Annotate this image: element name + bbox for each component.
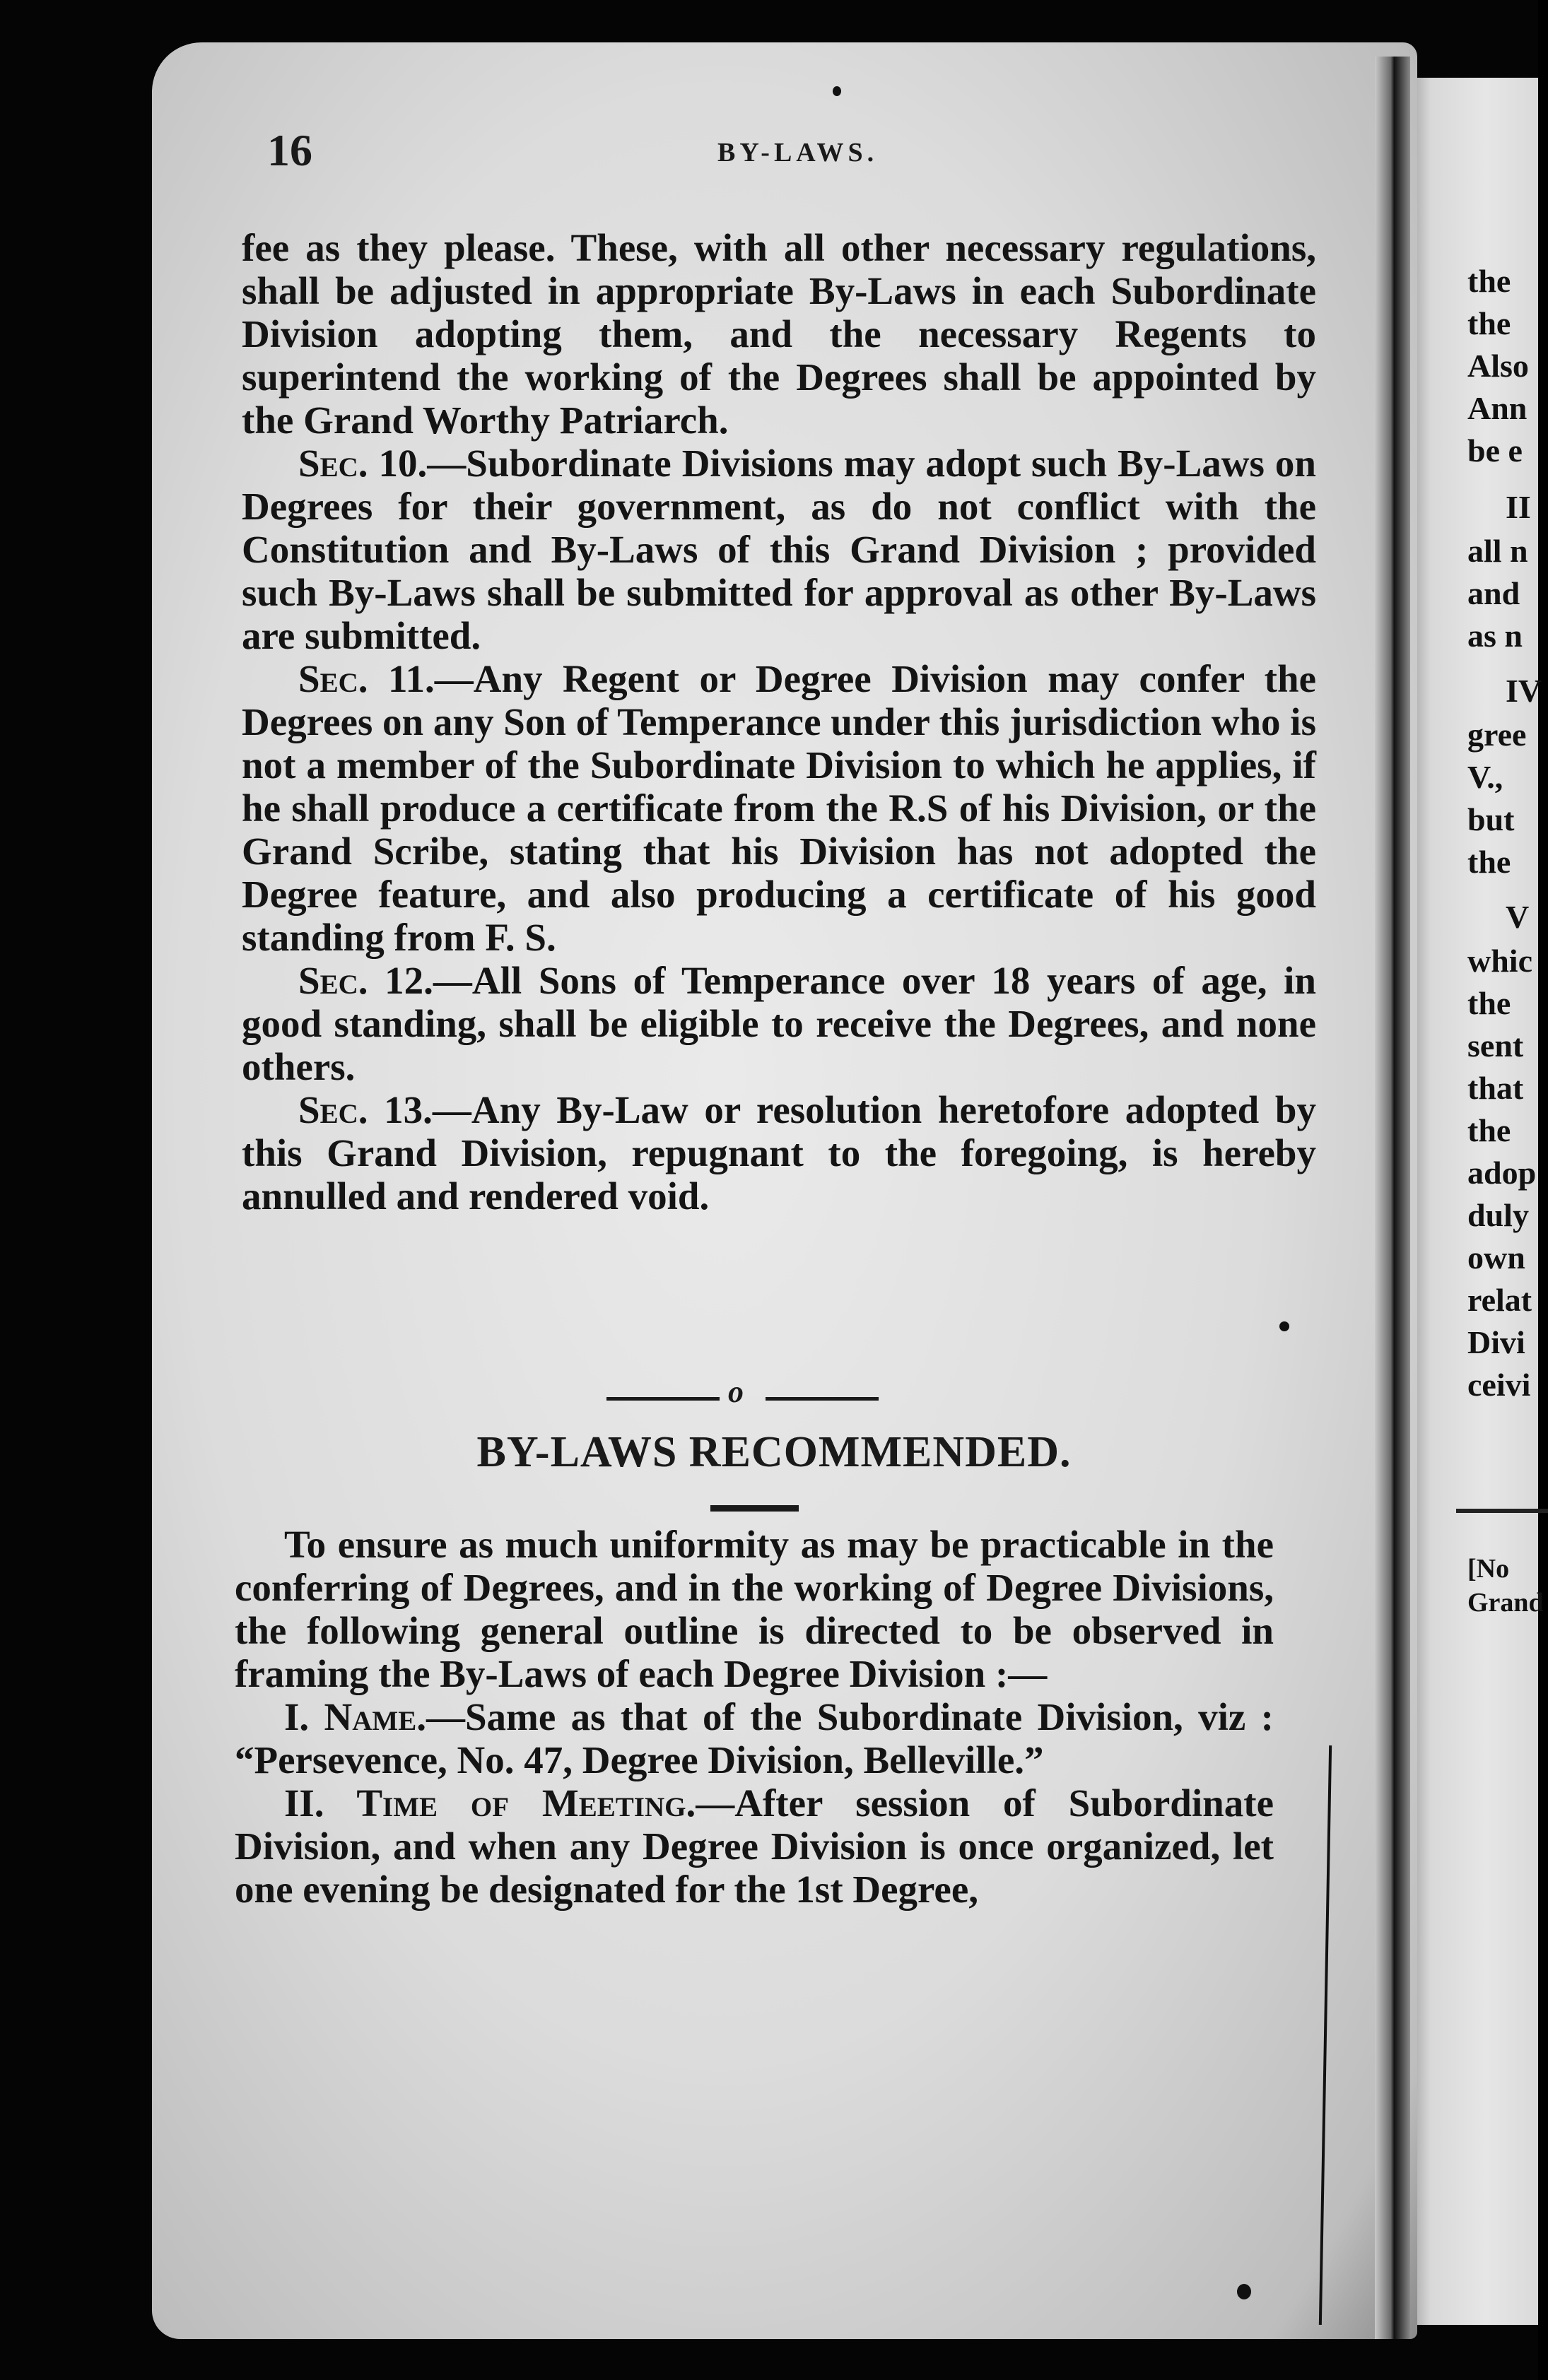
facing-fragment: ceivi: [1467, 1367, 1531, 1403]
paragraph-text: fee as they please. These, with all other necessary regulations, shall be adjusted in appropriate By-Laws in each Subordinate Division adopting them, and the necessary Regents to superintend the working of the Degrees shall be appointed by the Grand Worthy Patriarch.: [242, 226, 1316, 442]
facing-fragment: own: [1467, 1239, 1525, 1276]
facing-fragment: the: [1467, 985, 1511, 1021]
item-paragraph: [235, 1695, 1274, 1781]
facing-fragment: as n: [1467, 618, 1523, 654]
facing-fragment: II: [1506, 489, 1531, 525]
section-text: —Subordinate Divisions may adopt such By-Laws on Degrees for their government, as do not conflict with the Constitution and By-Laws of this Grand Division ; provided such By-Laws shall be submitted for approval as other By-Laws are submitted.: [242, 442, 1316, 657]
facing-fragment: Grand: [1467, 1588, 1544, 1618]
section-text: —Any Regent or Degree Division may confer the Degrees on any Son of Temperance under this jurisdiction who is not a member of the Subordinate Division to which he applies, if he shall produce a certificate from the R.S of his Division, or the Grand Scribe, stating that his Division has not adopted the Degree feature, and also producing a certificate of his good standing from F. S.: [242, 657, 1316, 959]
title-rule: [710, 1505, 799, 1512]
ink-speck: [1237, 2284, 1251, 2299]
facing-fragment: Divi: [1467, 1324, 1525, 1360]
section-label: Sec. 11.: [298, 657, 435, 700]
body-text: [242, 226, 1316, 1218]
facing-fragment: all n: [1467, 533, 1528, 569]
intro-paragraph: To ensure as much uniformity as may be practicable in the conferring of Degrees, and in the working of Degree Divisions, the following general outline is directed to be observed in framing the By-Laws of each Degree Division :—: [235, 1523, 1274, 1695]
facing-rule: [1456, 1509, 1548, 1513]
recommended-text: [235, 1523, 1274, 1911]
section-label: Sec. 12.: [298, 959, 433, 1002]
facing-fragment: but: [1467, 801, 1515, 837]
facing-fragment: whic: [1467, 943, 1532, 979]
item-text: —After session of Subordinate Division, and when any Degree Division is once organized, let one evening be designated for the 1st Degree,: [235, 1781, 1274, 1911]
book-gutter: [1375, 57, 1410, 2339]
section-paragraph: [242, 1088, 1316, 1218]
facing-fragment: duly: [1467, 1197, 1529, 1233]
facing-fragment: gree: [1467, 717, 1527, 753]
ink-speck: [1279, 1321, 1289, 1331]
divider-line: [766, 1397, 879, 1401]
facing-fragment: V.,: [1467, 759, 1503, 795]
section-text: —All Sons of Temperance over 18 years of age, in good standing, shall be eligible to receive the Degrees, and none others.: [242, 959, 1317, 1088]
item-text: —Same as that of the Subordinate Division, viz : “Persevence, No. 47, Degree Division, Belleville.”: [235, 1695, 1274, 1781]
item-paragraph: [235, 1781, 1274, 1911]
paragraph: [242, 226, 1316, 442]
facing-fragment: V: [1506, 899, 1530, 935]
facing-fragment: Ann: [1467, 390, 1528, 426]
facing-fragment: the: [1467, 1112, 1511, 1148]
facing-fragment: adop: [1467, 1155, 1537, 1191]
facing-fragment: the: [1467, 263, 1511, 299]
ornamental-divider: [606, 1374, 879, 1412]
section-paragraph: [242, 442, 1316, 657]
facing-fragment: sent: [1467, 1027, 1524, 1064]
section-title: BY-LAWS RECOMMENDED.: [476, 1428, 1072, 1476]
ink-speck: [833, 86, 841, 96]
facing-fragment: relat: [1467, 1282, 1532, 1318]
item-label: II. Time of Meeting.: [284, 1781, 696, 1825]
section-paragraph: [242, 959, 1316, 1088]
facing-fragment: be e: [1467, 432, 1523, 469]
running-head: BY-LAWS.: [717, 138, 879, 167]
facing-fragment: and: [1467, 575, 1520, 611]
divider-glyph: o: [728, 1374, 744, 1409]
divider-line: [606, 1397, 720, 1401]
page-header: [262, 127, 1322, 177]
facing-fragment: that: [1467, 1070, 1524, 1106]
facing-fragment: the: [1467, 844, 1511, 880]
facing-page: [1407, 78, 1544, 2325]
section-label: Sec. 13.: [298, 1088, 433, 1131]
section-paragraph: [242, 657, 1316, 959]
item-label: I. Name.: [284, 1695, 426, 1738]
facing-fragment: the: [1467, 305, 1511, 341]
section-label: Sec. 10.: [298, 442, 428, 485]
page-number: 16: [267, 125, 312, 175]
section-text: —Any By-Law or resolution heretofore adopted by this Grand Division, repugnant to the foregoing, is hereby annulled and rendered void.: [242, 1088, 1316, 1218]
facing-fragment: IV: [1506, 673, 1542, 709]
facing-fragment: Also: [1467, 348, 1529, 384]
facing-fragment: [No: [1467, 1554, 1510, 1584]
